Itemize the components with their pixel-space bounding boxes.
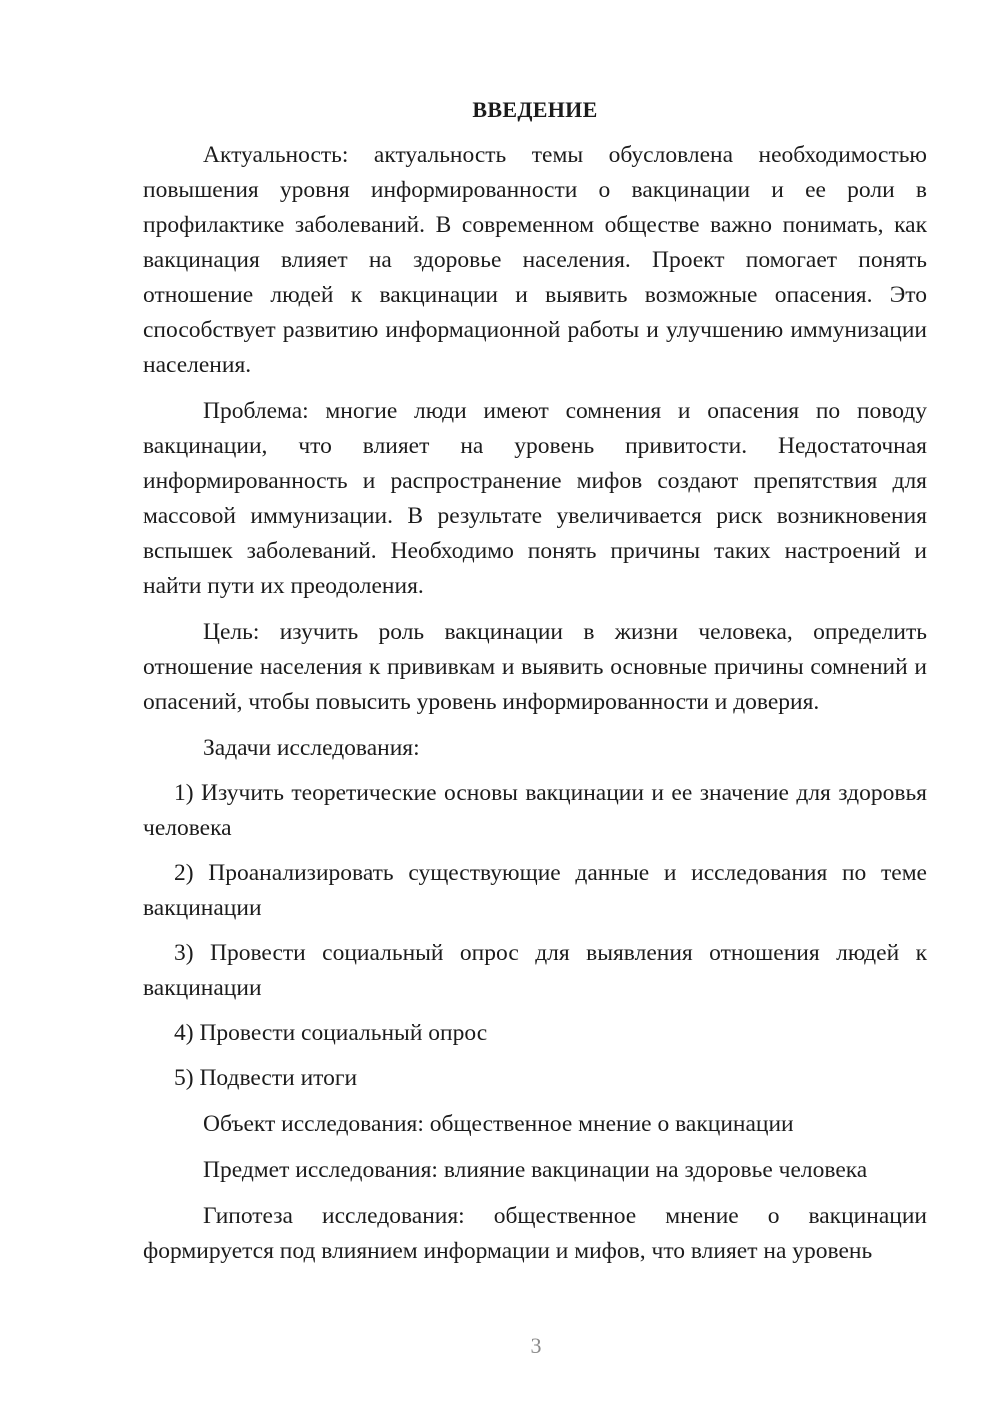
section-heading: ВВЕДЕНИЕ <box>472 97 598 122</box>
task-item-4: 4) Провести социальный опрос <box>174 1020 488 1046</box>
goal-paragraph: Цель: изучить роль вакцинации в жизни человека, определить отношение населения к прививкам и выявить основные причины сомнений и опасений, чтобы повысить уровень информированности и доверия. <box>143 619 927 715</box>
object-paragraph: Объект исследования: общественное мнение о вакцинации <box>203 1111 794 1137</box>
page-body <box>143 92 927 1269</box>
relevance-paragraph: Актуальность: актуальность темы обусловлена необходимостью повышения уровня информированности о вакцинации и ее роли в профилактике заболеваний. В современном обществе важно понимать, как вакцинация влияет на здоровье населения. Проект помогает понять отношение людей к вакцинации и выявить возможные опасения. Это способствует развитию информационной работы и улучшению иммунизации населения. <box>143 142 927 378</box>
hypothesis-paragraph: Гипотеза исследования: общественное мнение о вакцинации формируется под влиянием информации и мифов, что влияет на уровень <box>143 1203 927 1264</box>
task-item-2: 2) Проанализировать существующие данные и исследования по теме вакцинации <box>143 860 927 921</box>
task-item-3: 3) Провести социальный опрос для выявления отношения людей к вакцинации <box>143 940 927 1001</box>
subject-paragraph: Предмет исследования: влияние вакцинации на здоровье человека <box>203 1157 868 1183</box>
problem-paragraph: Проблема: многие люди имеют сомнения и опасения по поводу вакцинации, что влияет на уровень привитости. Недостаточная информированность и распространение мифов создают препятствия для массовой иммунизации. В результате увеличивается риск возникновения вспышек заболеваний. Необходимо понять причины таких настроений и найти пути их преодоления. <box>143 398 927 599</box>
page-number: 3 <box>530 1333 542 1358</box>
task-item-1: 1) Изучить теоретические основы вакцинации и ее значение для здоровья человека <box>143 780 927 841</box>
task-item-5: 5) Подвести итоги <box>174 1065 358 1091</box>
tasks-title: Задачи исследования: <box>203 735 420 761</box>
